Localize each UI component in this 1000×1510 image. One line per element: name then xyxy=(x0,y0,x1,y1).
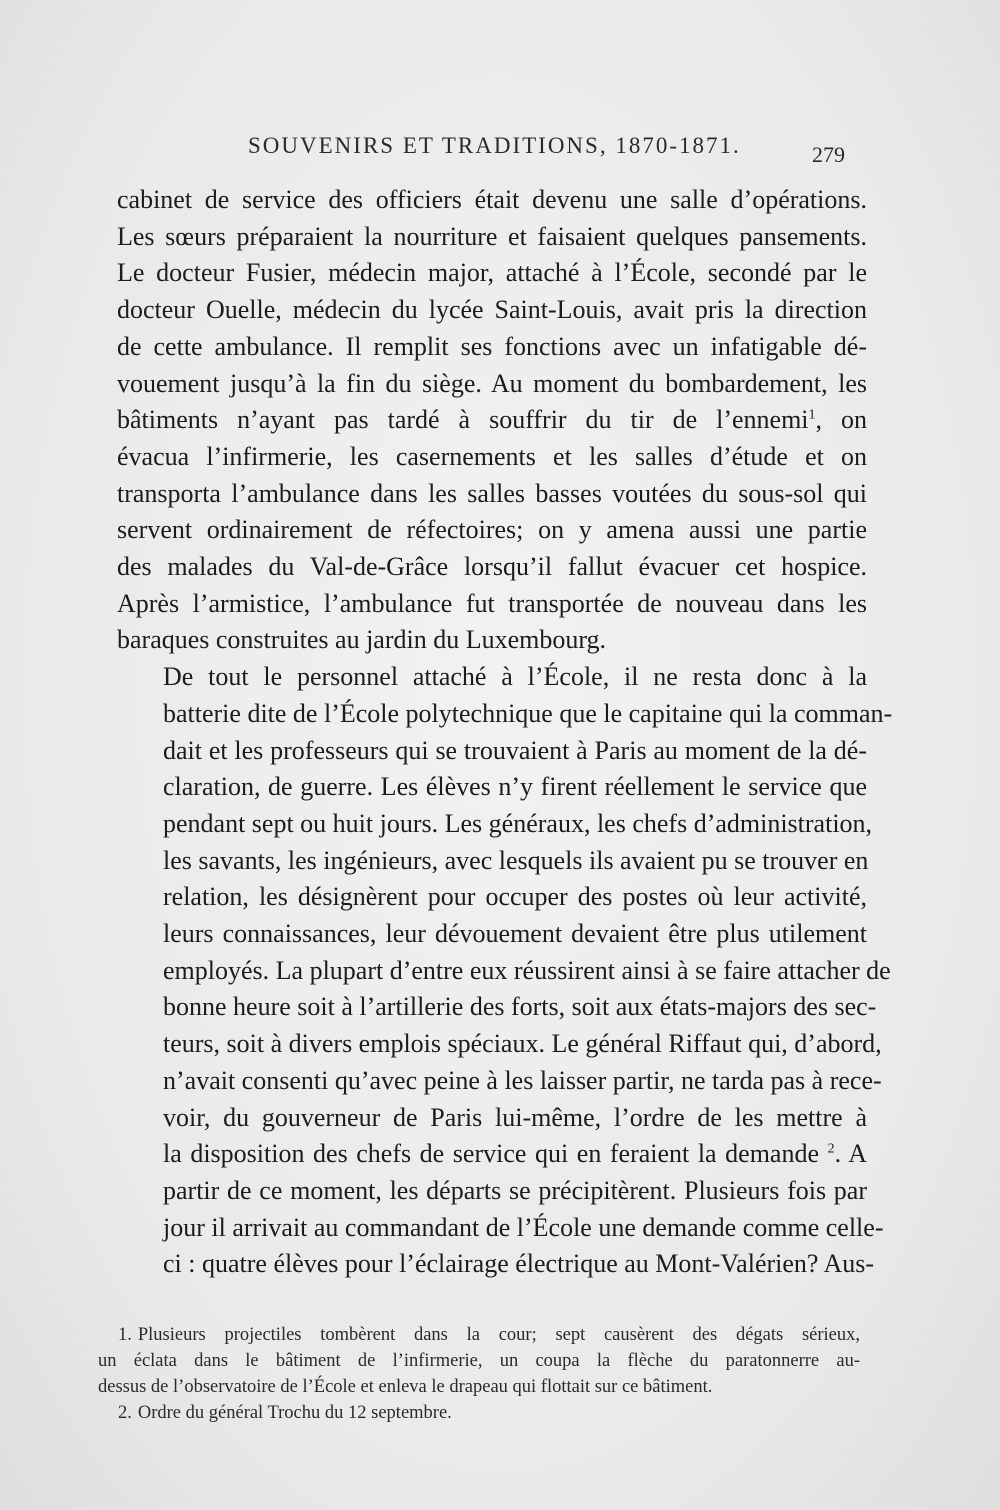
text-line: employés. La plupart d’entre eux réussirent ainsi à se faire attacher de xyxy=(163,955,891,985)
text-line: évacua l’infirmerie, les casernements et les salles d’étude et on xyxy=(117,441,867,471)
footnote-line: un éclata dans le bâtiment de l’infirmerie, un coupa la flèche du paratonnerre au- xyxy=(98,1351,860,1371)
paragraph-1 xyxy=(117,182,867,659)
text-line: voir, du gouverneur de Paris lui-même, l’ordre de les mettre à xyxy=(163,1102,867,1132)
footnote-line xyxy=(98,1322,860,1348)
text-segment: , on xyxy=(815,405,868,435)
footnote-marker: 2. xyxy=(118,1403,132,1423)
text-line: pendant sept ou huit jours. Les généraux, les chefs d’administration, xyxy=(163,808,873,838)
text-line: Après l’armistice, l’ambulance fut transportée de nouveau dans les xyxy=(117,588,867,618)
text-line: ci : quatre élèves pour l’éclairage électrique au Mont-Valérien? Aus- xyxy=(163,1249,875,1279)
text-line: claration, de guerre. Les élèves n’y firent réellement le service que xyxy=(163,772,867,802)
text-segment: Plusieurs projectiles tombèrent dans la cour; sept causèrent des dégats sérieux, xyxy=(137,1325,860,1345)
footnotes xyxy=(98,1322,860,1426)
text-line: leurs connaissances, leur dévouement devaient être plus utilement xyxy=(163,919,867,949)
text-line: baraques construites au jardin du Luxembourg. xyxy=(117,625,607,655)
footnote-1 xyxy=(98,1322,860,1400)
text-line: bonne heure soit à l’artillerie des forts, soit aux états-majors des sec- xyxy=(163,992,877,1022)
text-segment: . A xyxy=(834,1139,868,1169)
text-line: De tout le personnel attaché à l’École, il ne resta donc à la xyxy=(163,662,867,692)
text-line: n’avait consenti qu’avec peine à les laisser partir, ne tarda pas à rece- xyxy=(163,1065,882,1095)
text-line: Le docteur Fusier, médecin major, attaché à l’École, secondé par le xyxy=(117,258,867,288)
text-segment: bâtiments n’ayant pas tardé à souffrir du tir de l’ennemi xyxy=(117,405,809,435)
text-line: vouement jusqu’à la fin du siège. Au moment du bombardement, les xyxy=(117,368,867,398)
text-line: partir de ce moment, les départs se précipitèrent. Plusieurs fois par xyxy=(163,1175,867,1205)
text-line: de cette ambulance. Il remplit ses fonctions avec un infatigable dé- xyxy=(117,331,867,361)
footnote-marker: 1. xyxy=(118,1325,132,1345)
text-line: dait et les professeurs qui se trouvaient à Paris au moment de la dé- xyxy=(163,735,867,765)
text-line: les savants, les ingénieurs, avec lesquels ils avaient pu se trouver en xyxy=(163,845,869,875)
text-line: teurs, soit à divers emplois spéciaux. Le général Riffaut qui, d’abord, xyxy=(163,1029,882,1059)
footnote-2 xyxy=(98,1400,860,1426)
text-line: servent ordinairement de réfectoires; on y amena aussi une partie xyxy=(117,515,867,545)
text-line: jour il arrivait au commandant de l’École une demande comme celle- xyxy=(163,1212,884,1242)
footnote-line xyxy=(98,1400,860,1426)
text-line xyxy=(117,402,867,439)
page-number: 279 xyxy=(812,142,845,167)
text-line: Les sœurs préparaient la nourriture et faisaient quelques pansements. xyxy=(117,221,867,251)
footnote-line: dessus de l’observatoire de l’École et enleva le drapeau qui flottait sur ce bâtiment. xyxy=(98,1377,713,1397)
text-line: docteur Ouelle, médecin du lycée Saint-Louis, avait pris la direction xyxy=(117,295,867,325)
text-line xyxy=(117,1136,867,1173)
text-line: des malades du Val-de-Grâce lorsqu’il fallut évacuer cet hospice. xyxy=(117,552,867,582)
text-line: batterie dite de l’École polytechnique que le capitaine qui la comman- xyxy=(163,698,893,728)
text-line: relation, les désignèrent pour occuper des postes où leur activité, xyxy=(163,882,867,912)
text-line: transporta l’ambulance dans les salles basses voutées du sous-sol qui xyxy=(117,478,867,508)
text-line: cabinet de service des officiers était devenu une salle d’opérations. xyxy=(117,185,867,214)
footnote-ref-2[interactable]: 2 xyxy=(827,1141,835,1157)
body-text xyxy=(117,182,893,1283)
footnote-ref-1[interactable]: 1 xyxy=(808,407,816,423)
paragraph-2 xyxy=(117,659,893,1283)
text-segment: Ordre du général Trochu du 12 septembre. xyxy=(137,1403,452,1423)
text-segment: la disposition des chefs de service qui en feraient la demande xyxy=(163,1139,820,1169)
running-head: SOUVENIRS ET TRADITIONS, 1870-1871. xyxy=(248,133,741,158)
